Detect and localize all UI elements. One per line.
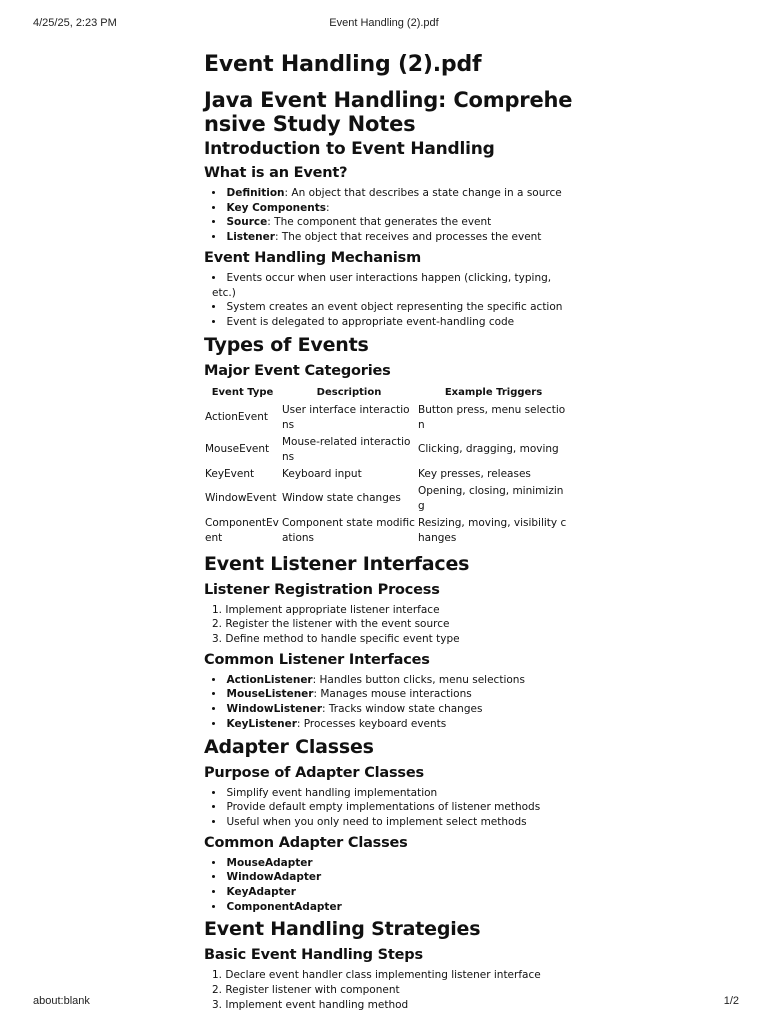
list-item: 1. Implement appropriate listener interface	[212, 603, 574, 618]
list-item: • Definition: An object that describes a state change in a source	[212, 186, 574, 201]
list-item: • Listener: The object that receives and processes the event	[212, 230, 574, 245]
list-item: • Useful when you only need to implement select methods	[212, 815, 574, 830]
list-item: • Provide default empty implementations of listener methods	[212, 800, 574, 815]
event-types-table	[204, 384, 570, 547]
table-cell: Mouse-related interactions	[282, 435, 411, 463]
list-item: • WindowAdapter	[212, 870, 574, 885]
list-item: 2. Register the listener with the event source	[212, 617, 574, 632]
list-item: • Events occur when user interactions happen (clicking, typing, etc.)	[212, 271, 574, 300]
table-cell: Opening, closing, minimizing	[418, 484, 564, 512]
types-heading: Types of Events	[204, 333, 369, 356]
list-item: • MouseAdapter	[212, 856, 574, 871]
table-row	[204, 515, 570, 547]
main-title: Java Event Handling: Comprehensive Study Notes	[204, 88, 573, 136]
table-row	[204, 402, 570, 434]
mechanism-heading: Event Handling Mechanism	[204, 249, 422, 266]
list-item: • KeyListener: Processes keyboard events	[212, 717, 574, 732]
basic-steps-heading: Basic Event Handling Steps	[204, 947, 423, 964]
document-page	[204, 50, 574, 1013]
adapters-heading: Adapter Classes	[204, 735, 374, 758]
table-cell: ActionEvent	[205, 411, 268, 424]
list-item: • WindowListener: Tracks window state changes	[212, 702, 574, 717]
common-listeners-list	[204, 673, 574, 732]
list-item: • Source: The component that generates the event	[212, 215, 574, 230]
table-cell: Resizing, moving, visibility changes	[418, 516, 567, 544]
page-number: 1/2	[723, 995, 739, 1007]
column-header: Example Triggers	[444, 386, 543, 398]
table-cell: User interface interactions	[282, 403, 410, 431]
table-cell: Window state changes	[282, 492, 401, 505]
basic-steps-list	[204, 968, 574, 1012]
table-header-row	[204, 384, 570, 402]
table-row	[204, 483, 570, 515]
list-item: • MouseListener: Manages mouse interactions	[212, 687, 574, 702]
table-cell: Keyboard input	[282, 467, 362, 480]
listeners-heading: Event Listener Interfaces	[204, 552, 470, 575]
adapter-purpose-list	[204, 786, 574, 830]
table-cell: ComponentEvent	[205, 516, 279, 544]
list-item: • ActionListener: Handles button clicks, menu selections	[212, 673, 574, 688]
key-components-list	[204, 215, 574, 244]
major-categories-heading: Major Event Categories	[204, 362, 391, 379]
table-cell: MouseEvent	[205, 443, 270, 456]
list-item: 3. Define method to handle specific event type	[212, 632, 574, 647]
common-adapters-list	[204, 856, 574, 915]
column-header: Event Type	[211, 386, 274, 398]
print-title: Event Handling (2).pdf	[329, 17, 439, 29]
list-item: • Simplify event handling implementation	[212, 786, 574, 801]
list-item: • ComponentAdapter	[212, 900, 574, 915]
list-item: • Event is delegated to appropriate event-handling code	[212, 315, 574, 330]
table-cell: Clicking, dragging, moving	[418, 443, 559, 456]
list-item: 3. Implement event handling method	[212, 998, 574, 1013]
table-cell: Button press, menu selection	[418, 403, 566, 431]
common-adapters-heading: Common Adapter Classes	[204, 834, 408, 851]
table-row	[204, 434, 570, 466]
footer-url: about:blank	[33, 995, 90, 1007]
column-header: Description	[316, 386, 382, 398]
table-cell: Key presses, releases	[418, 467, 531, 480]
list-item: 1. Declare event handler class implementing listener interface	[212, 968, 574, 983]
common-listeners-heading: Common Listener Interfaces	[204, 651, 430, 668]
document-title: Event Handling (2).pdf	[204, 52, 482, 77]
table-cell: Component state modifications	[282, 516, 415, 544]
print-datetime: 4/25/25, 2:23 PM	[33, 17, 117, 29]
strategies-heading: Event Handling Strategies	[204, 918, 481, 941]
list-item: • System creates an event object representing the specific action	[212, 300, 574, 315]
what-is-event-heading: What is an Event?	[204, 165, 348, 181]
intro-heading: Introduction to Event Handling	[204, 139, 495, 159]
table-row	[204, 466, 570, 483]
list-item: • Key Components:	[212, 201, 574, 216]
list-item: • KeyAdapter	[212, 885, 574, 900]
registration-list	[204, 603, 574, 647]
table-cell: WindowEvent	[205, 492, 277, 505]
adapter-purpose-heading: Purpose of Adapter Classes	[204, 764, 424, 781]
list-item: 2. Register listener with component	[212, 983, 574, 998]
table-cell: KeyEvent	[205, 467, 255, 480]
what-is-event-list	[204, 186, 574, 215]
mechanism-list	[204, 271, 574, 330]
registration-heading: Listener Registration Process	[204, 581, 440, 598]
